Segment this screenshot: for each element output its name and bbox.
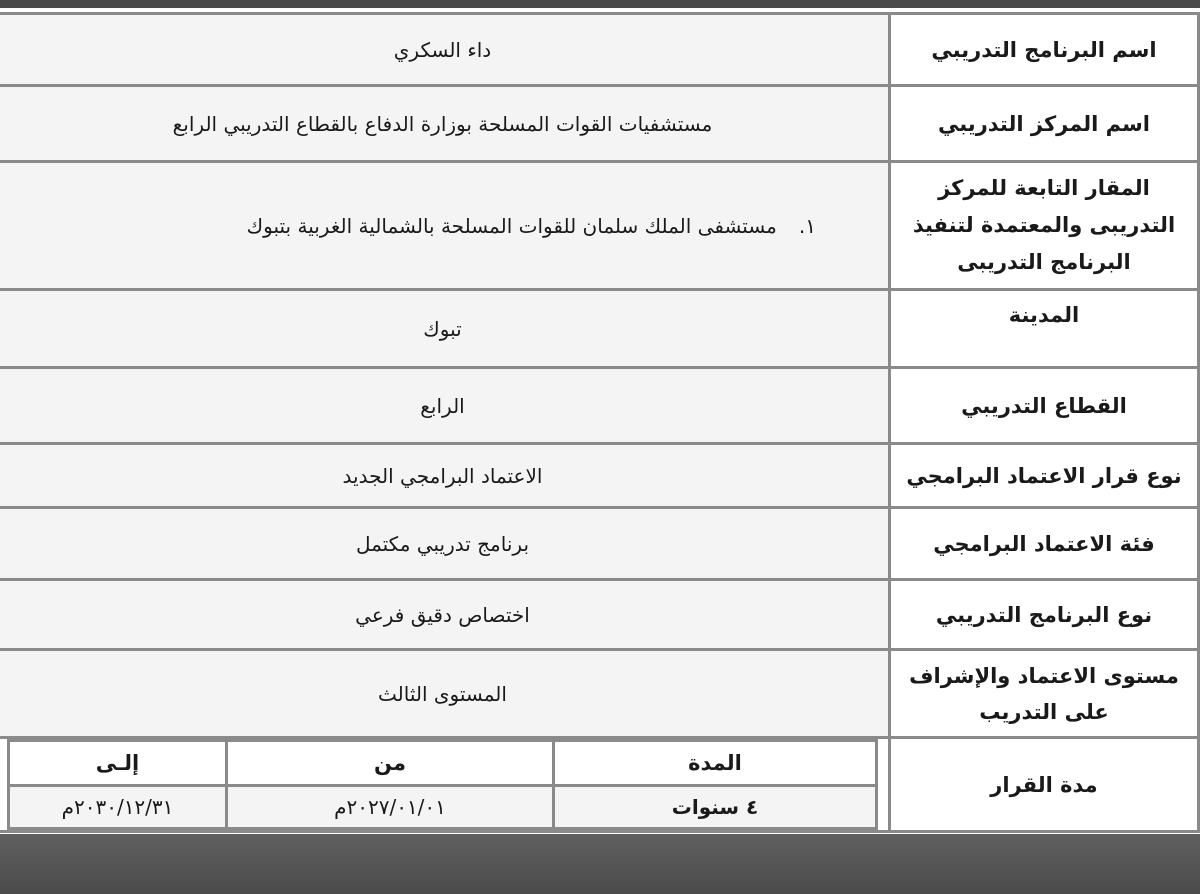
- city-value: تبوك: [0, 290, 890, 368]
- affiliated-sites-value: [0, 162, 890, 290]
- accreditation-category-label: فئة الاعتماد البرامجي: [890, 508, 1199, 580]
- program-info-table: [0, 12, 1200, 833]
- center-name-label: اسم المركز التدريبي: [890, 86, 1199, 162]
- decision-period-cell: [0, 738, 890, 832]
- period-header-row: [9, 741, 877, 786]
- accreditation-level-label: مستوى الاعتماد والإشراف على التدريب: [890, 650, 1199, 738]
- table-row: [0, 444, 1199, 508]
- decision-period-table: [7, 739, 878, 830]
- program-type-label: نوع البرنامج التدريبي: [890, 580, 1199, 650]
- program-name-value: داء السكري: [0, 14, 890, 86]
- center-name-value: مستشفيات القوات المسلحة بوزارة الدفاع بالقطاع التدريبي الرابع: [0, 86, 890, 162]
- affiliated-site-name: مستشفى الملك سلمان للقوات المسلحة بالشمالية الغربية بتبوك: [246, 213, 777, 238]
- table-row: [0, 14, 1199, 86]
- table-row: [0, 290, 1199, 368]
- from-value: ٢٠٢٧/٠١/٠١م: [227, 786, 554, 829]
- accreditation-level-value: المستوى الثالث: [0, 650, 890, 738]
- table-row: [0, 86, 1199, 162]
- table-row: [0, 580, 1199, 650]
- list-number: ١.: [798, 213, 816, 238]
- table-row: [0, 368, 1199, 444]
- table-row: [0, 650, 1199, 738]
- decision-type-label: نوع قرار الاعتماد البرامجي: [890, 444, 1199, 508]
- table-row: [0, 738, 1199, 832]
- program-type-value: اختصاص دقيق فرعي: [0, 580, 890, 650]
- to-value: ٢٠٣٠/١٢/٣١م: [9, 786, 227, 829]
- table-row: [0, 162, 1199, 290]
- decision-period-label: مدة القرار: [890, 738, 1199, 832]
- affiliated-sites-label: المقار التابعة للمركز التدريبى والمعتمدة لتنفيذ البرنامج التدريبى: [890, 162, 1199, 290]
- sector-value: الرابع: [0, 368, 890, 444]
- accreditation-category-value: برنامج تدريبي مكتمل: [0, 508, 890, 580]
- duration-header: المدة: [554, 741, 877, 786]
- decision-type-value: الاعتماد البرامجي الجديد: [0, 444, 890, 508]
- from-header: من: [227, 741, 554, 786]
- top-edge: [0, 0, 1200, 8]
- city-label: المدينة: [890, 290, 1199, 368]
- sector-label: القطاع التدريبي: [890, 368, 1199, 444]
- table-row: [0, 508, 1199, 580]
- period-value-row: [9, 786, 877, 829]
- program-name-label: اسم البرنامج التدريبي: [890, 14, 1199, 86]
- bottom-edge: [0, 834, 1200, 894]
- to-header: إلـى: [9, 741, 227, 786]
- document-sheet: [0, 8, 1200, 834]
- duration-value: ٤ سنوات: [554, 786, 877, 829]
